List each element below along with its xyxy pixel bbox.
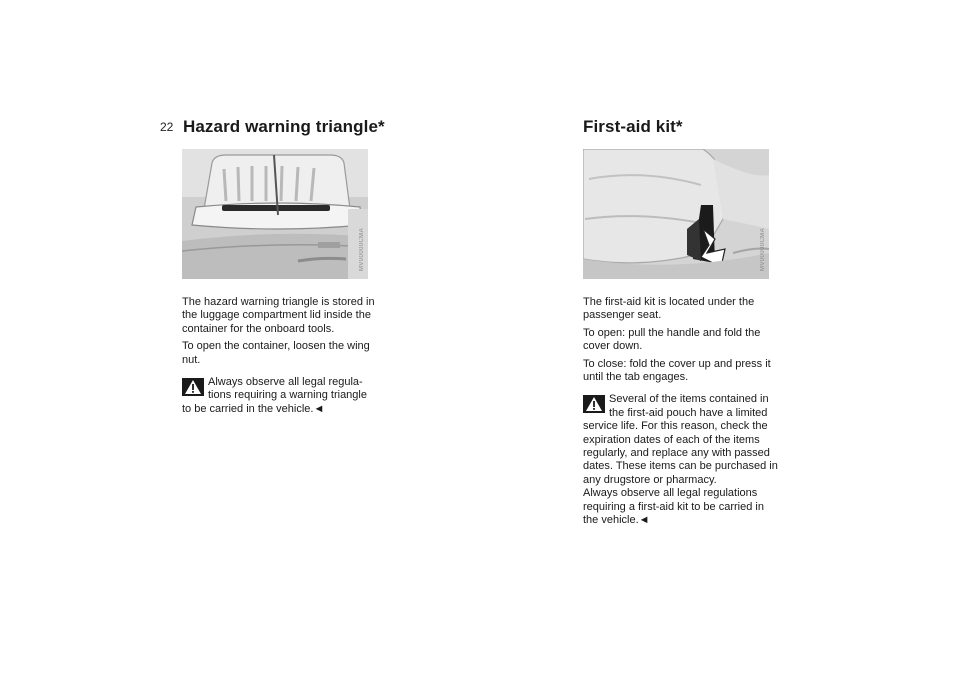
first-aid-kit-text: [583, 296, 778, 528]
paragraph: To close: fold the cover up and press it until the tab engages.: [583, 357, 771, 384]
paragraph: The first-aid kit is located under the passenger seat.: [583, 296, 755, 322]
warning-text: Always observe all legal regula-tions requiring a warning triangle to be carried in the vehicle.◄: [182, 376, 367, 415]
first-aid-kit-title: First-aid kit*: [583, 117, 683, 136]
warning-note: [583, 393, 778, 527]
figure-code: MV00000CMA: [359, 227, 365, 271]
paragraph: The hazard warning triangle is stored in the luggage compartment lid inside the container for the onboard tools.: [182, 296, 375, 335]
warning-text: Several of the items contained in the first-aid pouch have a limited service life. For this reason, check the expiration dates of each of the items regularly, and replace any with passed dates. These items can be purchased in any drugstore or pharmacy.: [583, 393, 778, 486]
hazard-triangle-text: [182, 296, 377, 416]
warning-text: Always observe all legal regulations requiring a first-aid kit to be carried in the vehicle.◄: [583, 487, 764, 527]
figure-code: MV00000CMA: [760, 227, 766, 271]
first-aid-kit-figure: [583, 149, 769, 279]
hazard-triangle-title: Hazard warning triangle*: [183, 117, 385, 136]
paragraph: To open: pull the handle and fold the cover down.: [583, 326, 761, 353]
paragraph: To open the container, loosen the wing nut.: [182, 340, 370, 366]
hazard-triangle-figure: [182, 149, 368, 279]
page-number: 22: [160, 120, 174, 134]
passenger-seat-illustration: [583, 149, 769, 279]
warning-triangle-icon: [583, 395, 605, 413]
warning-triangle-icon: [182, 378, 204, 396]
luggage-lid-illustration: [182, 149, 368, 279]
warning-note: [182, 376, 377, 416]
